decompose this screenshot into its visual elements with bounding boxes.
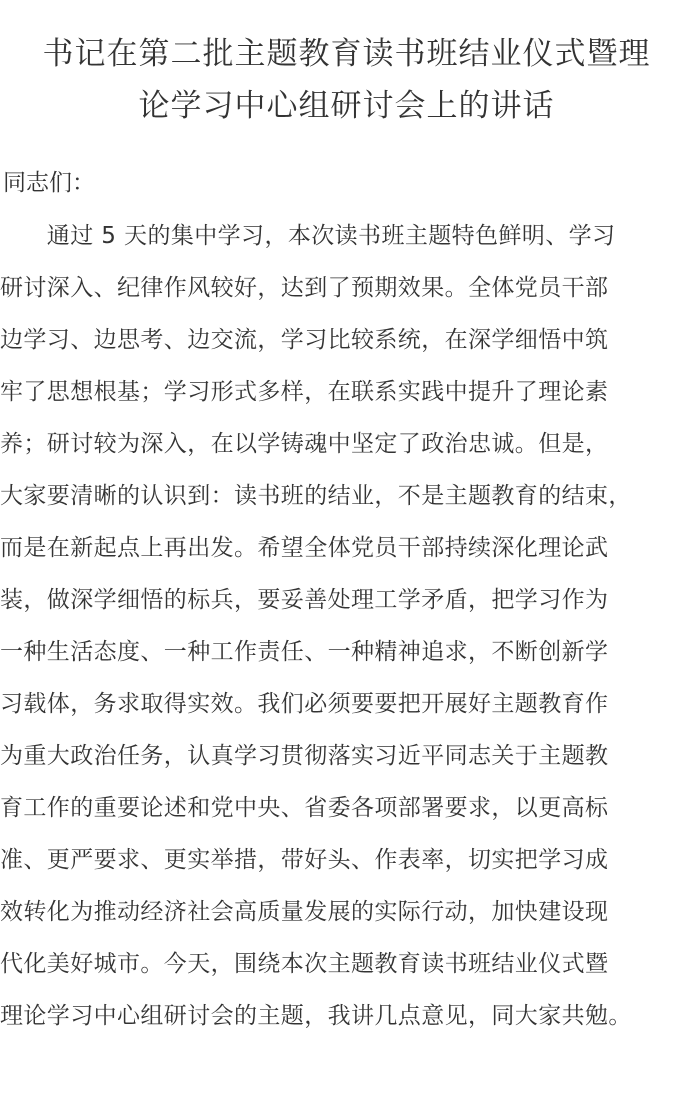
body-line-11: 为重大政治任务，认真学习贯彻落实习近平同志关于主题教 [0,743,609,769]
body-line-4: 牢了思想根基；学习形式多样，在联系实践中提升了理论素 [0,379,609,405]
body-line-16: 理论学习中心组研讨会的主题，我讲几点意见，同大家共勉。 [0,1003,632,1029]
salutation: 同志们： [3,170,95,196]
body-line-14: 效转化为推动经济社会高质量发展的实际行动，加快建设现 [0,899,609,925]
body-line-9: 一种生活态度、一种工作责任、一种精神追求，不断创新学 [0,639,609,665]
document-title [0,28,693,132]
body-line-10: 习载体，务求取得实效。我们必须要要把开展好主题教育作 [0,691,609,717]
body-line-2: 研讨深入、纪律作风较好，达到了预期效果。全体党员干部 [0,275,609,301]
body-line-8: 装，做深学细悟的标兵，要妥善处理工学矛盾，把学习作为 [0,587,609,613]
body-line-13: 准、更严要求、更实举措，带好头、作表率，切实把学习成 [0,847,609,873]
body-line-15: 代化美好城市。今天，围绕本次主题教育读书班结业仪式暨 [0,951,609,977]
body-line-1: 通过 5 天的集中学习，本次读书班主题特色鲜明、学习 [0,223,616,249]
body-line-5: 养；研讨较为深入，在以学铸魂中坚定了政治忠诚。但是， [0,431,609,457]
body-line-7: 而是在新起点上再出发。希望全体党员干部持续深化理论武 [0,535,609,561]
body-line-6: 大家要清晰的认识到：读书班的结业，不是主题教育的结束， [0,483,632,509]
body-line-12: 育工作的重要论述和党中央、省委各项部署要求，以更高标 [0,795,609,821]
title-line-2: 论学习中心组研讨会上的讲话 [138,88,555,124]
body-line-3: 边学习、边思考、边交流，学习比较系统，在深学细悟中筑 [0,327,609,353]
body-paragraph [0,210,693,1042]
title-line-1: 书记在第二批主题教育读书班结业仪式暨理 [42,36,651,72]
